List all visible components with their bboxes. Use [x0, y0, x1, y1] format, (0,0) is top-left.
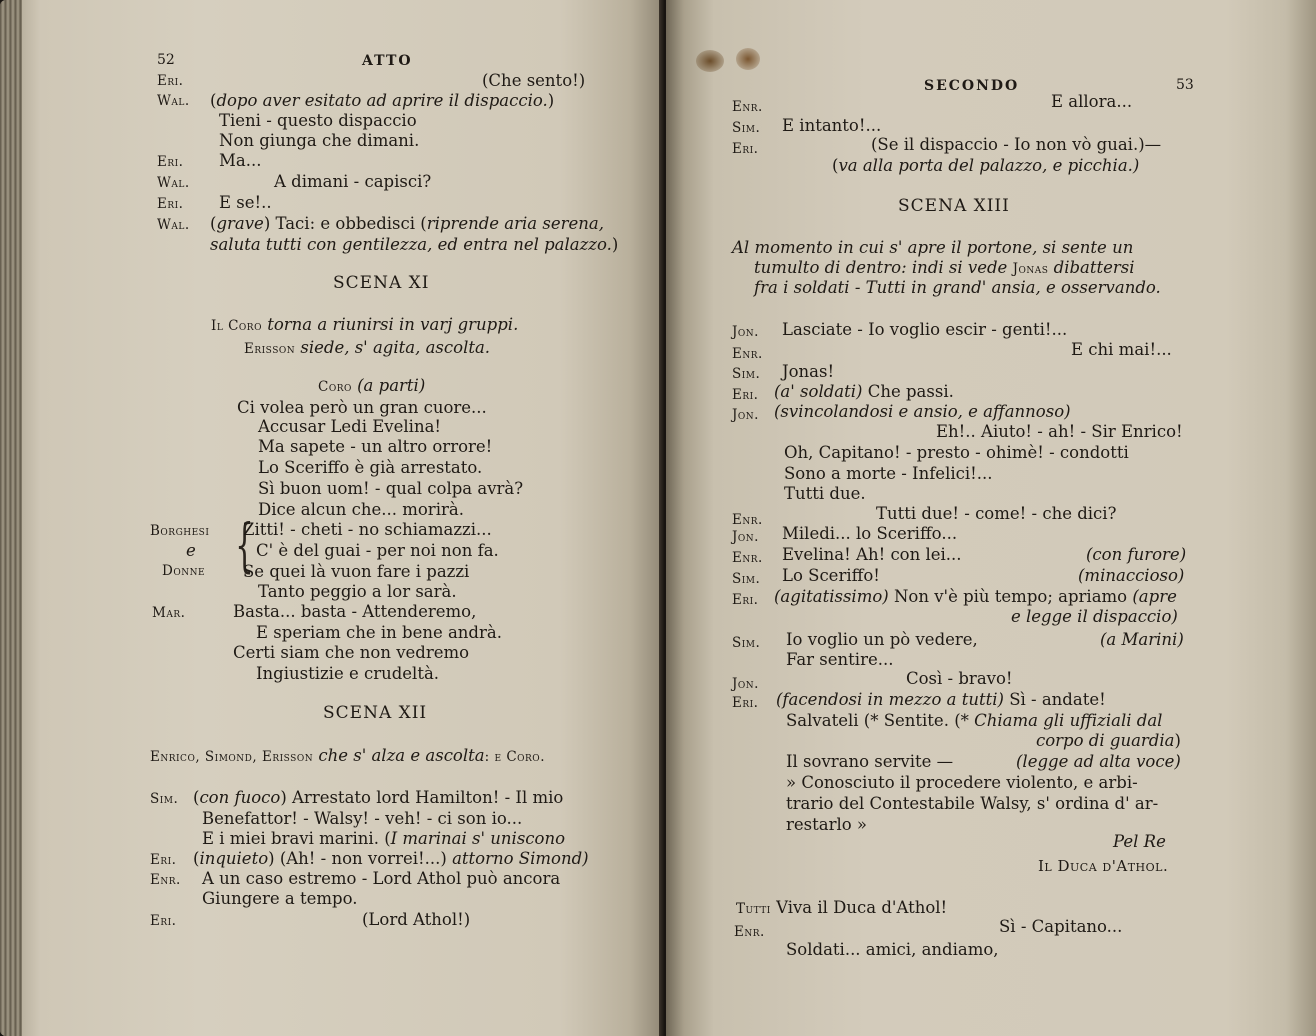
line: (va alla porta del palazzo, e picchia.) [832, 156, 1140, 175]
line: Ma... [219, 151, 262, 170]
line: Tutti due! - come! - che dici? [876, 504, 1117, 523]
speaker: Eri. [732, 695, 759, 711]
line: (inquieto) (Ah! - non vorrei!...) attorno Simond) [193, 849, 589, 868]
scene-heading-xii: SCENA XII [323, 703, 428, 723]
scene-heading-xiii: SCENA XIII [898, 196, 1010, 216]
line: E se!.. [219, 193, 272, 212]
line: Salvateli (* Sentite. (* Chiama gli uffiziali dal [786, 711, 1163, 730]
speaker: Eri. [732, 141, 759, 157]
speaker: Jon. [732, 676, 759, 692]
stain-mark [696, 50, 724, 72]
speaker: Jon. [732, 529, 759, 545]
line: E allora... [1051, 92, 1133, 111]
speaker: Sim. [732, 366, 761, 382]
folio-right: 53 [1176, 77, 1194, 93]
verse: Lo Sceriffo è già arrestato. [258, 458, 483, 477]
line: Miledi... lo Sceriffo... [782, 524, 958, 543]
line: (svincolandosi e ansio, e affannoso) [774, 402, 1071, 421]
line: (facendosi in mezzo a tutti) Sì - andate! [776, 690, 1106, 709]
verse: C' è del guai - per noi non fa. [256, 541, 499, 560]
line: Oh, Capitano! - presto - ohimè! - condotti [784, 443, 1129, 462]
folio-left: 52 [157, 52, 175, 68]
stage-direction: Al momento in cui s' apre il portone, si sente un [732, 238, 1134, 257]
line: A dimani - capisci? [274, 172, 432, 191]
line: E chi mai!... [1071, 340, 1172, 359]
aside: (a Marini) [1100, 630, 1184, 649]
speaker: Enr. [150, 872, 181, 888]
speaker: Wal. [157, 217, 190, 233]
speaker: Eri. [157, 196, 184, 212]
stage-direction: Erisson siede, s' agita, ascolta. [244, 338, 491, 357]
line: Tieni - questo dispaccio [219, 111, 417, 130]
speaker: Sim. [732, 120, 761, 136]
signature-duca: Il Duca d'Athol. [1038, 857, 1169, 875]
tutti-line: Tutti Viva il Duca d'Athol! [736, 898, 948, 917]
line: Non giunga che dimani. [219, 131, 420, 150]
verse: E speriam che in bene andrà. [256, 623, 502, 642]
right-page [666, 0, 1316, 1036]
page-edges [0, 0, 22, 1036]
line: Giungere a tempo. [202, 889, 358, 908]
stain-mark [736, 48, 760, 70]
aside: (minaccioso) [1078, 566, 1185, 585]
line: Jonas! [782, 362, 835, 381]
line: corpo di guardia) [1036, 731, 1181, 750]
speaker: Sim. [732, 635, 761, 651]
line: Eh!.. Aiuto! - ah! - Sir Enrico! [936, 422, 1183, 441]
verse: Dice alcun che... morirà. [258, 500, 464, 519]
line: Io voglio un pò vedere, [786, 630, 978, 649]
speaker: Jon. [732, 407, 759, 423]
line: (a' soldati) Che passi. [774, 382, 954, 401]
speaker: Eri. [732, 387, 759, 403]
proclamation: » Conosciuto il procedere violento, e arbi- [786, 773, 1138, 792]
scene-heading-xi: SCENA XI [333, 273, 430, 293]
aside: (legge ad alta voce) [1016, 752, 1181, 771]
speaker-borghesi: Borghesi [150, 523, 210, 539]
speaker-mar: Mar. [152, 605, 186, 621]
aside: (Che sento!) [482, 71, 586, 90]
speaker-e: e [186, 541, 196, 560]
verse: Ingiustizie e crudeltà. [256, 664, 440, 683]
speaker: Eri. [150, 913, 177, 929]
line: (Se il dispaccio - Io non vò guai.)— [871, 135, 1162, 154]
brace-icon: { [235, 511, 254, 579]
speaker: Eri. [157, 73, 184, 89]
speaker-donne: Donne [162, 563, 206, 579]
verse: Ma sapete - un altro orrore! [258, 437, 493, 456]
line: saluta tutti con gentilezza, ed entra nel palazzo.) [210, 235, 619, 254]
line: Tutti due. [784, 484, 866, 503]
line: Così - bravo! [906, 669, 1013, 688]
line: Sì - Capitano... [999, 917, 1123, 936]
speaker: Wal. [157, 175, 190, 191]
signature-pel-re: Pel Re [1113, 832, 1166, 851]
speaker: Eri. [150, 852, 177, 868]
verse: Accusar Ledi Evelina! [258, 417, 442, 436]
stage-direction: tumulto di dentro: indi si vede Jonas dibattersi [754, 258, 1135, 277]
verse: Ci volea però un gran cuore... [237, 398, 487, 417]
line: e legge il dispaccio) [1011, 607, 1178, 626]
speaker: Enr. [732, 346, 763, 362]
line: Benefattor! - Walsy! - veh! - ci son io... [202, 809, 523, 828]
running-head-right: SECONDO [924, 78, 1020, 94]
speaker: Enr. [732, 550, 763, 566]
speaker: Sim. [150, 791, 179, 807]
line: (Lord Athol!) [362, 910, 471, 929]
proclamation: restarlo » [786, 815, 868, 834]
line: (dopo aver esitato ad aprire il dispaccio.) [210, 91, 555, 110]
line: Soldati... amici, andiamo, [786, 940, 999, 959]
verse: Sì buon uom! - qual colpa avrà? [258, 479, 524, 498]
speaker: Enr. [734, 924, 765, 940]
speaker: Enr. [732, 99, 763, 115]
speaker: Jon. [732, 324, 759, 340]
line: Lo Sceriffo! [782, 566, 880, 585]
line: E i miei bravi marini. (I marinai s' uniscono [202, 829, 566, 848]
line: E intanto!... [782, 116, 882, 135]
line: (grave) Taci: e obbedisci (riprende aria serena, [210, 214, 604, 233]
line: Sono a morte - Infelici!... [784, 464, 993, 483]
aside: (con furore) [1086, 545, 1187, 564]
speaker: Eri. [157, 154, 184, 170]
line: (agitatissimo) Non v'è più tempo; apriamo (apre [774, 587, 1177, 606]
line: Lasciate - Io voglio escir - genti!... [782, 320, 1068, 339]
speaker: Wal. [157, 93, 190, 109]
line: A un caso estremo - Lord Athol può ancora [202, 869, 561, 888]
running-head-left: ATTO [362, 53, 413, 69]
speaker: Enr. [732, 512, 763, 528]
stage-direction: fra i soldati - Tutti in grand' ansia, e osservando. [754, 278, 1161, 297]
verse: Tanto peggio a lor sarà. [258, 582, 457, 601]
stage-direction: Il Coro torna a riunirsi in varj gruppi. [211, 315, 519, 334]
verse: Zitti! - cheti - no schiamazzi... [243, 520, 492, 539]
line: (con fuoco) Arrestato lord Hamilton! - Il mio [193, 788, 564, 807]
speaker: Sim. [732, 571, 761, 587]
proclamation: trario del Contestabile Walsy, s' ordina d' ar- [786, 794, 1159, 813]
verse: Certi siam che non vedremo [233, 643, 470, 662]
line: Evelina! Ah! con lei... [782, 545, 962, 564]
verse: Basta... basta - Attenderemo, [233, 602, 477, 621]
line: Far sentire... [786, 650, 894, 669]
speaker: Eri. [732, 592, 759, 608]
line: Il sovrano servite — [786, 752, 954, 771]
stage-direction: Enrico, Simond, Erisson che s' alza e ascolta: e Coro. [150, 746, 545, 765]
verse: Se quei là vuon fare i pazzi [243, 562, 470, 581]
coro-heading: Coro (a parti) [318, 376, 426, 395]
